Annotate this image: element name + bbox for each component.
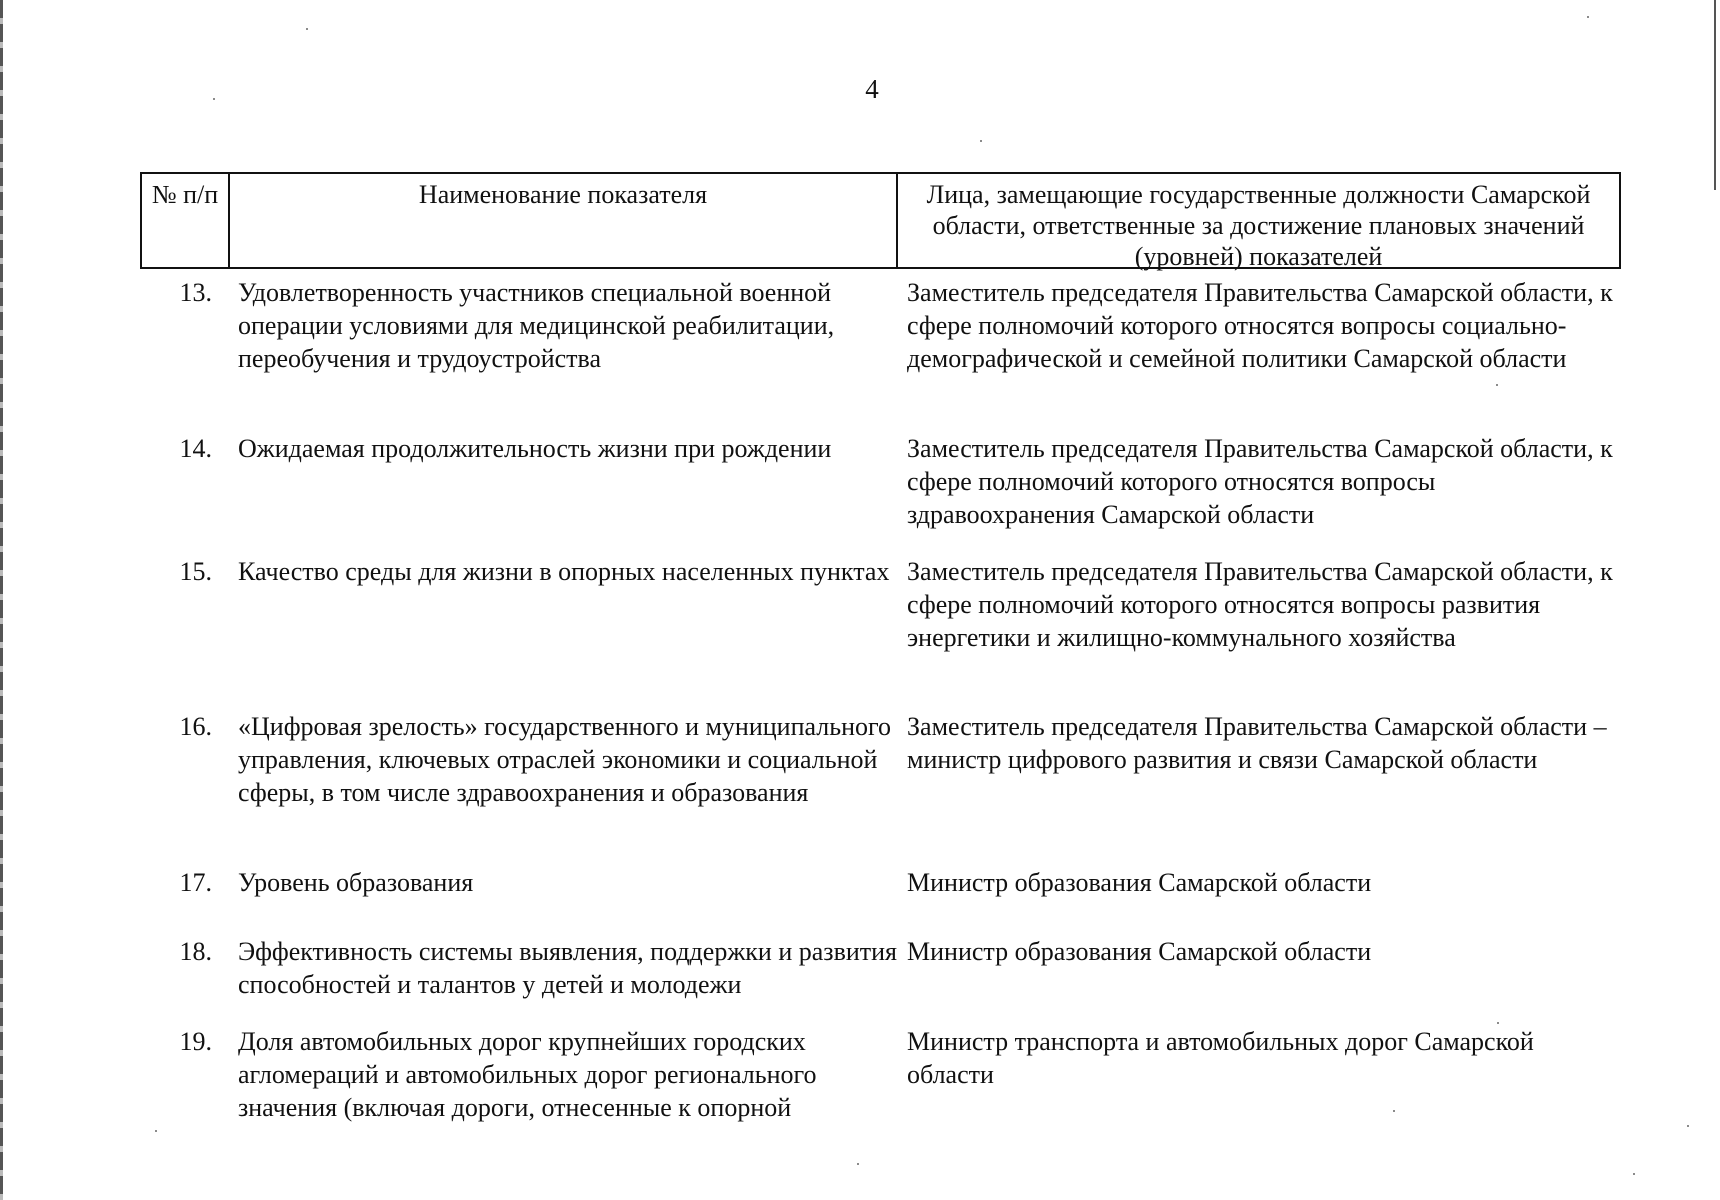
row-number: 17. <box>179 868 212 897</box>
row-number: 13. <box>179 278 212 307</box>
row-number: 16. <box>179 712 212 741</box>
indicator-name: Удовлетворенность участников специальной военной операции условиями для медицинской реабилитации, переобучения и трудоустройства <box>238 278 835 373</box>
row-number: 15. <box>179 557 212 586</box>
scan-speck <box>1633 1173 1635 1175</box>
page-number: 4 <box>865 74 879 104</box>
scan-edge-right <box>1714 0 1716 190</box>
scan-speck <box>980 140 982 142</box>
header-number: № п/п <box>142 174 230 267</box>
header-indicator-name: Наименование показателя <box>230 174 898 267</box>
scan-speck <box>213 98 215 100</box>
indicator-name: Качество среды для жизни в опорных населенных пунктах <box>238 557 890 586</box>
scan-speck <box>1587 16 1589 18</box>
indicator-name: «Цифровая зрелость» государственного и муниципального управления, ключевых отраслей экономики и социальной сферы, в том числе здравоохранения и образования <box>238 712 892 807</box>
indicator-name: Ожидаемая продолжительность жизни при рождении <box>238 434 832 463</box>
scan-speck <box>306 28 308 30</box>
responsible-person: Министр транспорта и автомобильных дорог Самарской области <box>907 1027 1534 1089</box>
header-responsible: Лица, замещающие государственные должности Самарской области, ответственные за достижение плановых значений (уровней) показателей <box>926 180 1591 271</box>
indicator-name: Уровень образования <box>238 868 474 897</box>
scan-speck <box>1393 1110 1395 1112</box>
responsible-person: Министр образования Самарской области <box>907 937 1372 966</box>
responsible-person: Заместитель председателя Правительства Самарской области – министр цифрового развития и связи Самарской области <box>907 712 1607 774</box>
row-number: 14. <box>179 434 212 463</box>
responsible-person: Заместитель председателя Правительства Самарской области, к сфере полномочий которого относятся вопросы здравоохранения Самарской области <box>907 434 1613 529</box>
responsible-person: Заместитель председателя Правительства Самарской области, к сфере полномочий которого относятся вопросы социально-демографической и семейной политики Самарской области <box>907 278 1613 373</box>
responsible-person: Министр образования Самарской области <box>907 868 1372 897</box>
scan-speck <box>857 1163 859 1165</box>
responsible-person: Заместитель председателя Правительства Самарской области, к сфере полномочий которого относятся вопросы развития энергетики и жилищно-коммунального хозяйства <box>907 557 1613 652</box>
indicator-name: Доля автомобильных дорог крупнейших городских агломераций и автомобильных дорог регионального значения (включая дороги, отнесенные к опорной <box>238 1027 817 1122</box>
scan-speck <box>1497 1022 1499 1024</box>
row-number: 18. <box>179 937 212 966</box>
row-number: 19. <box>179 1027 212 1056</box>
table-header <box>140 172 1621 269</box>
scan-speck <box>1687 1125 1689 1127</box>
indicator-name: Эффективность системы выявления, поддержки и развития способностей и талантов у детей и молодежи <box>238 937 897 999</box>
scan-speck <box>155 1130 157 1132</box>
scan-speck <box>1496 384 1498 386</box>
scan-edge-left <box>0 0 3 1200</box>
